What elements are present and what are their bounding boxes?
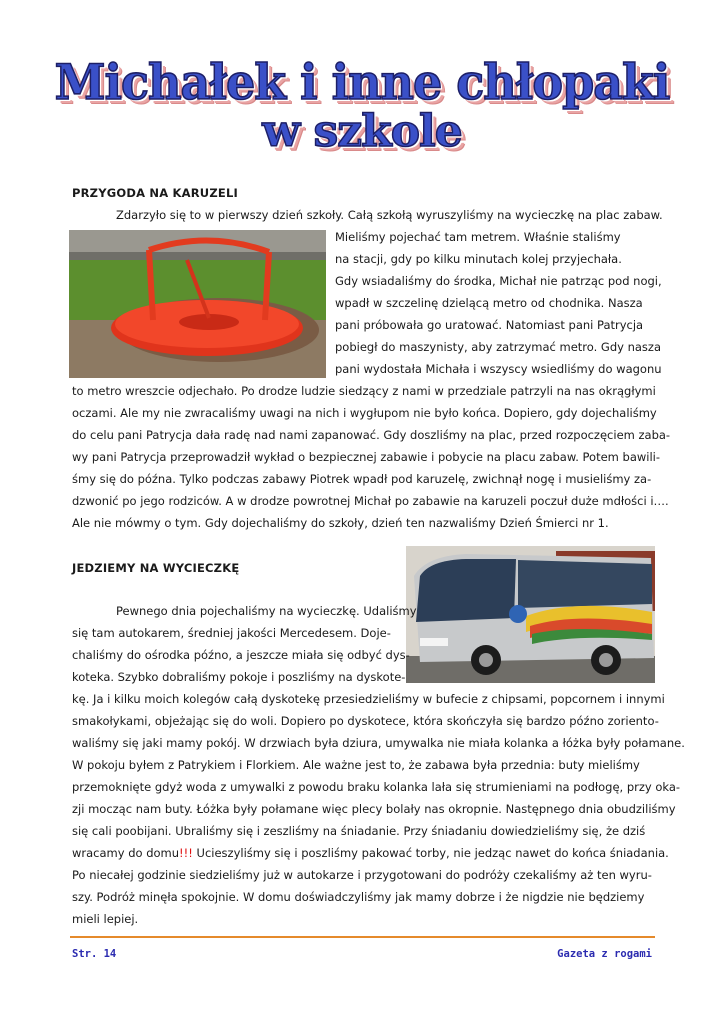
article-line: pobiegł do maszynisty, aby zatrzymać metro. Gdy nasza bbox=[335, 340, 661, 354]
article-line: zji mocząc nam buty. Łóżka były połamane więc plecy bolały nas okropnie. Następnego dnia obudziliśmy bbox=[72, 802, 676, 816]
footer-divider bbox=[70, 936, 655, 938]
article-line: Mieliśmy pojechać tam metrem. Właśnie staliśmy bbox=[335, 230, 621, 244]
article-line: W pokoju byłem z Patrykiem i Florkiem. Ale ważne jest to, że zabawa była przednia: buty mieliśmy bbox=[72, 758, 640, 772]
article-line: mieli lepiej. bbox=[72, 912, 139, 926]
article-line: waliśmy się jaki mamy pokój. W drzwiach była dziura, umywalka nie miała kolanka a łóżka były połamane. bbox=[72, 736, 685, 750]
article-line: wpadł w szczelinę dzielącą metro od chodnika. Nasza bbox=[335, 296, 643, 310]
article-line: do celu pani Patrycja dała radę nad nami zapanować. Gdy doszliśmy na plac, przed rozpoczęciem zaba- bbox=[72, 428, 671, 442]
bus-photo bbox=[406, 546, 655, 683]
article-line-end: Ucieszyliśmy się i poszliśmy pakować torby, nie jedząc nawet do końca śniadania. bbox=[192, 846, 669, 860]
article-line: szy. Podróż minęła spokojnie. W domu doświadczyliśmy jak mamy dobrze i że nigdzie nie będziemy bbox=[72, 890, 645, 904]
article-line: pani próbowała go uratować. Natomiast pani Patrycja bbox=[335, 318, 644, 332]
publication-name: Gazeta z rogami bbox=[557, 948, 652, 960]
article-heading-carousel: PRZYGODA NA KARUZELI bbox=[72, 186, 238, 200]
page-number: Str. 14 bbox=[72, 948, 117, 960]
article-line: Ale nie mówmy o tym. Gdy dojechaliśmy do szkoły, dzień ten nazwaliśmy Dzień Śmierci nr 1. bbox=[72, 516, 609, 530]
article-line: wy pani Patrycja przeprowadził wykład o bezpiecznej zabawie i pobycie na placu zabaw. Potem bawili- bbox=[72, 450, 661, 464]
article-line: Po niecałej godzinie siedzieliśmy już w autokarze i przygotowani do podróży czekaliśmy aż ten wyru- bbox=[72, 868, 652, 882]
article-line: oczami. Ale my nie zwracaliśmy uwagi na nich i wygłupom nie było końca. Dopiero, gdy dojechaliśmy bbox=[72, 406, 657, 420]
article-line-start: wracamy do domu bbox=[72, 846, 180, 860]
article-line: Gdy wsiadaliśmy do środka, Michał nie patrząc pod nogi, bbox=[335, 274, 662, 288]
article-line: koteka. Szybko dobraliśmy pokoje i poszliśmy na dyskote- bbox=[72, 670, 406, 684]
article-line: Zdarzyło się to w pierwszy dzień szkoły. Całą szkołą wyruszyliśmy na wycieczkę na plac zabaw. bbox=[116, 208, 663, 222]
article-line: pani wydostała Michała i wszyscy wsiedliśmy do wagonu bbox=[335, 362, 662, 376]
article-line: kę. Ja i kilku moich kolegów całą dyskotekę przesiedzieliśmy w bufecie z chipsami, popcornem i innymi bbox=[72, 692, 665, 706]
article-line: smakołykami, objeżając się do woli. Dopiero po dyskotece, która skończyła się bardzo późno zoriento- bbox=[72, 714, 659, 728]
article-line: się tam autokarem, średniej jakości Mercedesem. Doje- bbox=[72, 626, 391, 640]
article-line: na stacji, gdy po kilku minutach kolej przyjechała. bbox=[335, 252, 622, 266]
page-title-line2: w szkole bbox=[262, 106, 462, 157]
article-line: chaliśmy do ośrodka późno, a jeszcze miała się odbyć dys- bbox=[72, 648, 410, 662]
article-line: dzwonić po jego rodziców. A w drodze powrotnej Michał po zabawie na karuzeli poczuł duże mdłości i…. bbox=[72, 494, 669, 508]
article-line: to metro wreszcie odjechało. Po drodze ludzie siedzący z nami w przedziale patrzyli na nas okrągłymi bbox=[72, 384, 656, 398]
carousel-photo bbox=[69, 230, 326, 378]
exclamation-marks: !!! bbox=[179, 846, 193, 860]
article-line: się cali poobijani. Ubraliśmy się i zeszliśmy na śniadanie. Przy śniadaniu dowiedzieliśmy się, że dziś bbox=[72, 824, 646, 838]
article-line bbox=[72, 846, 669, 860]
article-heading-trip: JEDZIEMY NA WYCIECZKĘ bbox=[72, 561, 240, 575]
page-title-line1: Michałek i inne chłopaki bbox=[54, 53, 670, 111]
article-line: Pewnego dnia pojechaliśmy na wycieczkę. Udaliśmy bbox=[116, 604, 417, 618]
article-line: śmy się do późna. Tylko podczas zabawy Piotrek wpadł pod karuzelę, zwichnął nogę i musieliśmy za- bbox=[72, 472, 652, 486]
article-line: przemoknięte gdyż woda z umywalki z powodu braku kolanka lała się strumieniami na podłogę, przy oka- bbox=[72, 780, 681, 794]
